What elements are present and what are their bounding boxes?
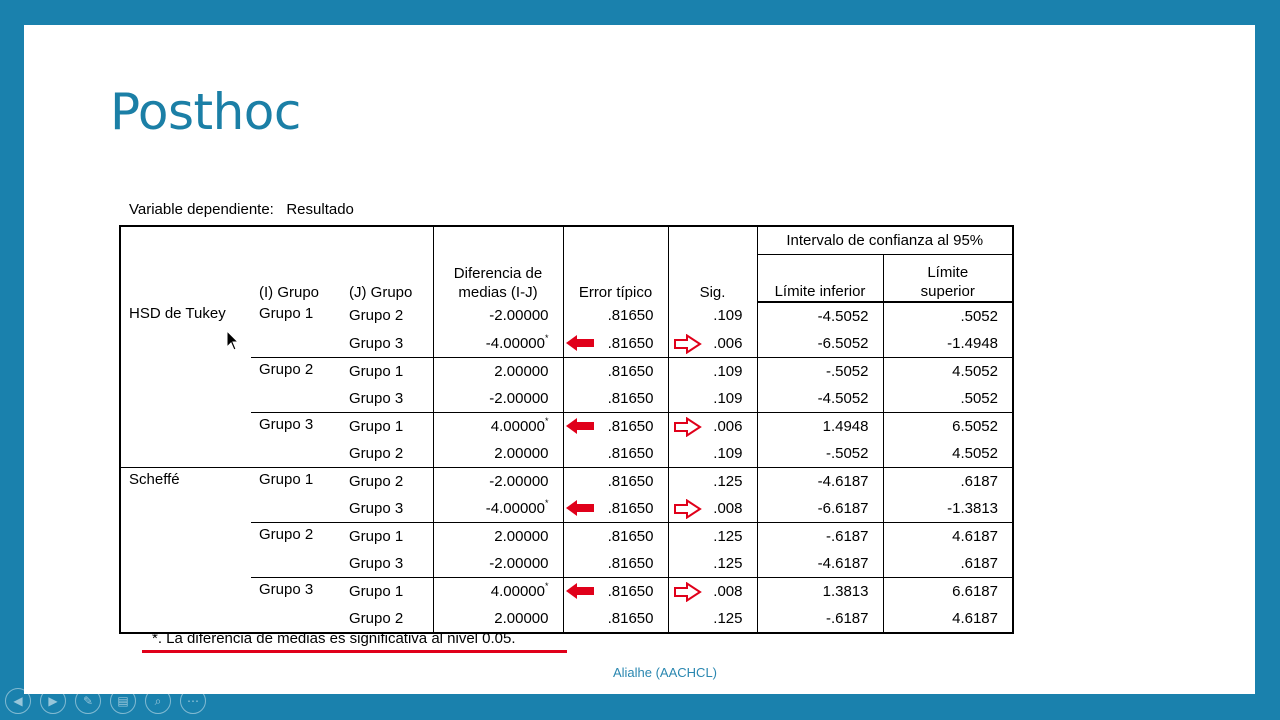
mean-diff-cell (433, 330, 563, 358)
mean-diff-value: 4.00000 (490, 582, 545, 600)
sig-value: .125 (713, 472, 743, 490)
std-error-value: .81650 (607, 609, 654, 627)
j-group-cell: Grupo 3 (349, 334, 404, 352)
sig-value: .125 (713, 527, 743, 545)
sig-value: .125 (713, 554, 743, 572)
i-group-cell: Grupo 2 (251, 357, 341, 412)
std-error-cell (563, 357, 668, 385)
mean-diff-value: -2.00000 (489, 307, 549, 324)
ci-upper-cell: 4.6187 (883, 605, 1013, 633)
ci-upper-cell: .6187 (883, 467, 1013, 495)
slide (24, 25, 1255, 694)
zoom-icon[interactable]: ⌕ (145, 688, 171, 714)
mean-diff-cell (433, 357, 563, 385)
ci-upper-cell: 4.5052 (883, 357, 1013, 385)
std-error-value: .81650 (607, 527, 654, 545)
i-group-cell: Grupo 2 (251, 522, 341, 577)
mean-diff-cell (433, 577, 563, 605)
significance-star: * (544, 580, 549, 591)
header-j-group: (J) Grupo (349, 283, 413, 301)
std-error-cell (563, 495, 668, 523)
sig-value: .008 (713, 582, 743, 600)
i-group-cell: Grupo 1 (259, 304, 314, 322)
std-error-cell (563, 302, 668, 330)
j-group-cell: Grupo 3 (349, 554, 404, 572)
footnote: *. La diferencia de medias es significativa al nivel 0.05. (152, 630, 516, 647)
sig-cell (668, 522, 757, 550)
sig-cell (668, 440, 757, 468)
mean-diff-value: 2.00000 (494, 609, 549, 627)
mean-diff-value: 4.00000 (490, 417, 545, 435)
std-error-cell (563, 522, 668, 550)
forward-arrow-icon[interactable]: ▶ (40, 688, 66, 714)
header-mean-diff: Diferencia de medias (I-J) (433, 226, 563, 302)
sig-value: .008 (713, 499, 743, 517)
slides-icon[interactable]: ▤ (110, 688, 136, 714)
std-error-cell (563, 550, 668, 578)
mean-diff-value: 2.00000 (494, 527, 549, 545)
posthoc-table (119, 225, 1014, 634)
sig-value: .125 (713, 609, 743, 627)
table-body (120, 302, 1013, 633)
table-row (120, 357, 1013, 385)
j-group-cell: Grupo 3 (349, 499, 404, 517)
table-row (120, 302, 1013, 330)
ci-lower-cell: 1.4948 (757, 412, 883, 440)
mean-diff-value: -4.00000 (485, 499, 545, 517)
ci-lower-cell: -6.6187 (757, 495, 883, 523)
std-error-cell (563, 385, 668, 413)
std-error-cell (563, 412, 668, 440)
sig-cell (668, 550, 757, 578)
ci-lower-cell: -.6187 (757, 605, 883, 633)
ci-lower-cell: -4.6187 (757, 467, 883, 495)
sig-cell (668, 412, 757, 440)
significance-star: * (544, 332, 549, 343)
ci-upper-cell: -1.3813 (883, 495, 1013, 523)
footnote-underline (142, 650, 567, 653)
i-group-cell: Grupo 3 (251, 412, 341, 467)
mean-diff-cell (433, 412, 563, 440)
slideshow-nav-bar (5, 688, 206, 714)
mean-diff-cell (433, 467, 563, 495)
sig-cell (668, 467, 757, 495)
table-row (120, 467, 1013, 495)
j-group-cell: Grupo 2 (341, 467, 433, 495)
sig-cell (668, 302, 757, 330)
ci-upper-cell: -1.4948 (883, 330, 1013, 358)
std-error-cell (563, 330, 668, 358)
variable-label: Variable dependiente: Resultado (129, 201, 354, 218)
header-sig: Sig. (668, 226, 757, 302)
ci-lower-cell: -4.5052 (757, 385, 883, 413)
std-error-value: .81650 (607, 417, 654, 435)
significance-star: * (544, 415, 549, 426)
std-error-cell (563, 577, 668, 605)
header-upper: Límite superior (883, 255, 1013, 302)
sig-value: .006 (713, 334, 743, 352)
std-error-cell (563, 440, 668, 468)
j-group-cell: Grupo 3 (349, 389, 404, 407)
j-group-cell: Grupo 2 (349, 609, 404, 627)
back-arrow-icon[interactable]: ◀ (5, 688, 31, 714)
std-error-value: .81650 (607, 389, 654, 407)
j-group-cell: Grupo 1 (341, 412, 433, 440)
header-std-error: Error típico (563, 226, 668, 302)
ci-upper-cell: .5052 (883, 302, 1013, 330)
sig-cell (668, 330, 757, 358)
more-icon[interactable]: ⋯ (180, 688, 206, 714)
mean-diff-cell (433, 302, 563, 330)
j-group-cell: Grupo 1 (341, 357, 433, 385)
test-name: HSD de Tukey (129, 304, 226, 322)
footer-credit: Alialhe (AACHCL) (612, 665, 718, 680)
ci-lower-cell: -4.6187 (757, 550, 883, 578)
table-row (120, 412, 1013, 440)
sig-value: .006 (713, 417, 743, 435)
sig-value: .109 (713, 307, 743, 324)
significance-star: * (544, 497, 549, 508)
test-name: Scheffé (120, 467, 251, 633)
header-i-group: (I) Grupo (259, 283, 320, 301)
ci-upper-cell: 6.6187 (883, 577, 1013, 605)
j-group-cell: Grupo 2 (349, 444, 404, 462)
i-group-cell: Grupo 3 (251, 577, 341, 633)
sig-value: .109 (713, 362, 743, 380)
mean-diff-cell (433, 605, 563, 633)
mean-diff-cell (433, 385, 563, 413)
std-error-value: .81650 (607, 499, 654, 517)
ci-upper-cell: .6187 (883, 550, 1013, 578)
std-error-cell (563, 467, 668, 495)
mouse-cursor-icon (226, 330, 240, 352)
sig-value: .109 (713, 444, 743, 462)
std-error-value: .81650 (607, 472, 654, 490)
j-group-cell: Grupo 1 (341, 522, 433, 550)
ci-upper-cell: 4.6187 (883, 522, 1013, 550)
j-group-cell: Grupo 2 (349, 307, 404, 324)
i-group-cell: Grupo 1 (251, 467, 341, 522)
std-error-value: .81650 (607, 582, 654, 600)
mean-diff-value: -2.00000 (489, 554, 549, 572)
ci-upper-cell: 4.5052 (883, 440, 1013, 468)
mean-diff-cell (433, 522, 563, 550)
ci-lower-cell: -6.5052 (757, 330, 883, 358)
ci-lower-cell: -.6187 (757, 522, 883, 550)
std-error-value: .81650 (607, 444, 654, 462)
mean-diff-cell (433, 440, 563, 468)
ci-lower-cell: -.5052 (757, 440, 883, 468)
sig-cell (668, 357, 757, 385)
mean-diff-cell (433, 550, 563, 578)
ci-lower-cell: -.5052 (757, 357, 883, 385)
header-ci: Intervalo de confianza al 95% (757, 226, 1013, 255)
mean-diff-value: 2.00000 (494, 444, 549, 462)
pen-icon[interactable]: ✎ (75, 688, 101, 714)
slide-title: Posthoc (110, 83, 301, 141)
ci-lower-cell: -4.5052 (757, 302, 883, 330)
std-error-value: .81650 (607, 307, 654, 324)
ci-upper-cell: 6.5052 (883, 412, 1013, 440)
sig-cell (668, 577, 757, 605)
ci-upper-cell: .5052 (883, 385, 1013, 413)
mean-diff-value: -2.00000 (489, 472, 549, 490)
mean-diff-value: -4.00000 (485, 334, 545, 352)
sig-cell (668, 385, 757, 413)
header-lower: Límite inferior (757, 255, 883, 302)
j-group-cell: Grupo 1 (341, 577, 433, 605)
mean-diff-value: 2.00000 (494, 362, 549, 380)
sig-cell (668, 605, 757, 633)
std-error-cell (563, 605, 668, 633)
mean-diff-cell (433, 495, 563, 523)
std-error-value: .81650 (607, 362, 654, 380)
sig-value: .109 (713, 389, 743, 407)
std-error-value: .81650 (607, 554, 654, 572)
mean-diff-value: -2.00000 (489, 389, 549, 407)
std-error-value: .81650 (607, 334, 654, 352)
ci-lower-cell: 1.3813 (757, 577, 883, 605)
table-row (120, 577, 1013, 605)
table-row (120, 522, 1013, 550)
header-test (120, 226, 251, 302)
sig-cell (668, 495, 757, 523)
